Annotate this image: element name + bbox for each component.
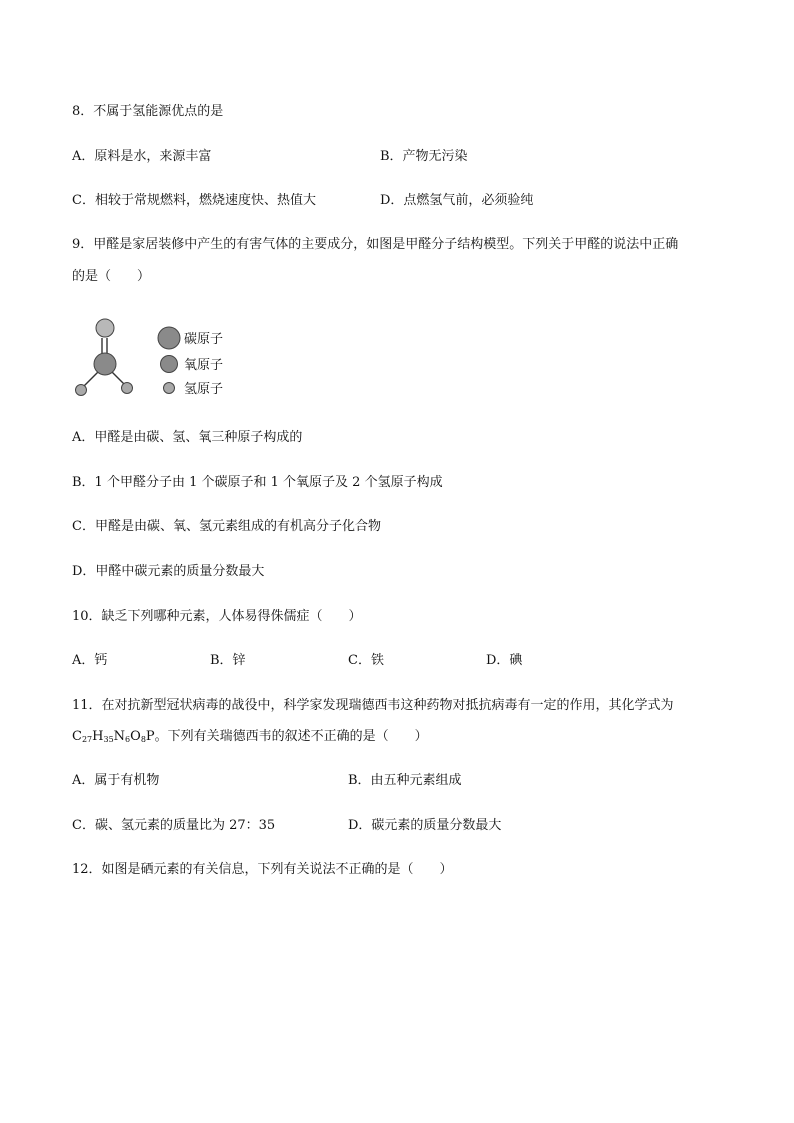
q11-option-a: A．属于有机物	[72, 773, 160, 788]
hydrogen-atom-left	[76, 385, 87, 396]
q8-option-a: A．原料是水，来源丰富	[72, 149, 212, 164]
formaldehyde-molecule-diagram	[60, 310, 280, 410]
q8-option-b: B．产物无污染	[380, 149, 468, 164]
hydrogen-atom-right	[122, 383, 133, 394]
q11-option-d: D．碳元素的质量分数最大	[348, 818, 502, 833]
legend-oxygen-label: 氧原子	[184, 358, 224, 373]
q10-option-a: A．钙	[72, 653, 108, 668]
q9-option-b: B．1 个甲醛分子由 1 个碳原子和 1 个氧原子及 2 个氢原子构成	[72, 475, 443, 490]
q10-option-d: D．碘	[486, 653, 523, 668]
q9-option-a: A．甲醛是由碳、氢、氧三种原子构成的	[72, 430, 303, 445]
q10-option-b: B．锌	[210, 653, 246, 668]
q11-option-c: C．碳、氢元素的质量比为 27：35	[72, 818, 276, 833]
q9-stem-line2: 的是（ ）	[72, 269, 151, 284]
oxygen-atom	[96, 319, 114, 337]
legend-carbon-circle	[158, 327, 180, 349]
q8-option-d: D．点燃氢气前，必须验纯	[380, 193, 534, 208]
q8-stem: 8．不属于氢能源优点的是	[72, 104, 224, 119]
q12-stem: 12．如图是硒元素的有关信息，下列有关说法不正确的是（ ）	[72, 862, 453, 877]
q10-stem: 10．缺乏下列哪种元素，人体易得侏儒症（ ）	[72, 609, 362, 624]
legend-oxygen-circle	[161, 356, 178, 373]
single-bond-right	[112, 372, 124, 384]
q10-option-c: C．铁	[348, 653, 384, 668]
carbon-atom	[94, 353, 116, 375]
q11-stem-line2-text: 。下列有关瑞德西韦的叙述不正确的是（ ）	[154, 729, 428, 744]
q9-stem-line1: 9．甲醛是家居装修中产生的有害气体的主要成分，如图是甲醛分子结构模型。下列关于甲醛的说法中正确	[72, 237, 679, 252]
q11-chemical-formula: $C_{27}H_{35}N_6O_8P$	[72, 729, 155, 744]
q11-stem-line2	[72, 727, 428, 750]
q11-option-b: B．由五种元素组成	[348, 773, 462, 788]
single-bond-left	[84, 372, 98, 386]
legend-hydrogen-circle	[164, 383, 175, 394]
legend-hydrogen-label: 氢原子	[184, 382, 224, 397]
q9-option-d: D．甲醛中碳元素的质量分数最大	[72, 564, 265, 579]
legend-carbon-label: 碳原子	[184, 332, 224, 347]
q8-option-c: C．相较于常规燃料，燃烧速度快、热值大	[72, 193, 316, 208]
q11-stem-line1: 11．在对抗新型冠状病毒的战役中，科学家发现瑞德西韦这种药物对抵抗病毒有一定的作用，其化学式为	[72, 698, 674, 713]
q9-option-c: C．甲醛是由碳、氧、氢元素组成的有机高分子化合物	[72, 519, 381, 534]
